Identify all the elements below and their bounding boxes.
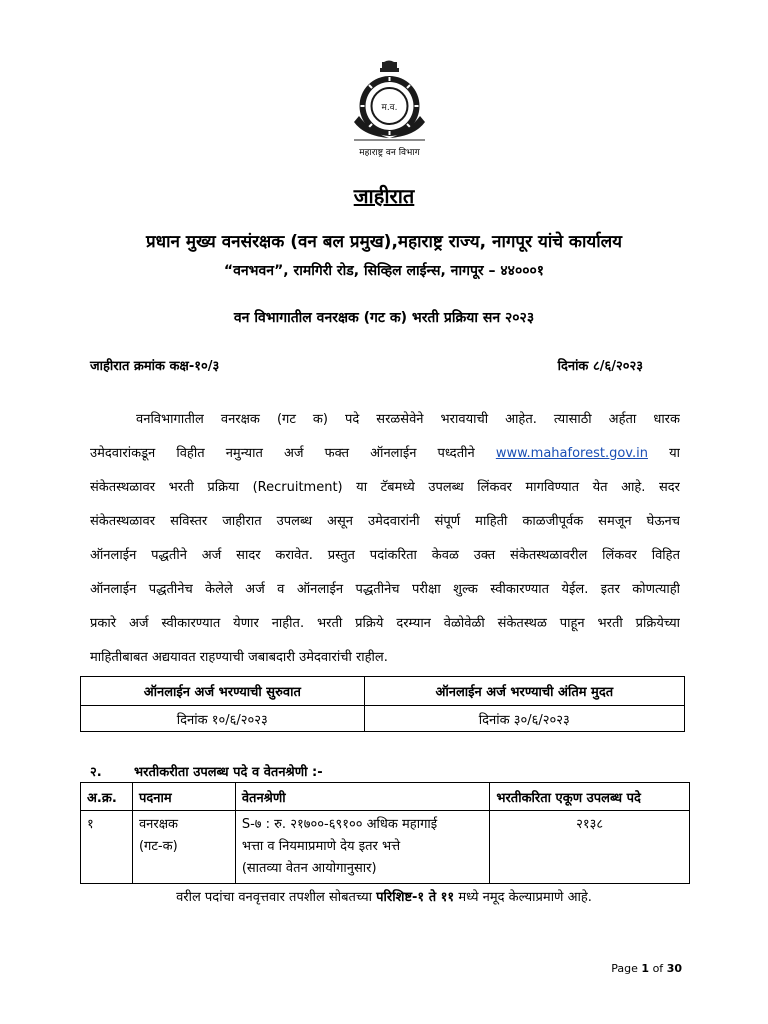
end-date-header: ऑनलाईन अर्ज भरण्याची अंतिम मुदत: [364, 677, 684, 706]
post-name-cell: [132, 811, 235, 884]
appendix-note-text: मध्ये नमूद केल्याप्रमाणे आहे.: [458, 890, 592, 905]
page-number: [611, 962, 682, 975]
recruitment-subject: वन विभागातील वनरक्षक (गट क) भरती प्रक्रिया सन २०२३: [233, 310, 535, 326]
paragraph-line: संकेतस्थळावर सविस्तर जाहीरात उपलब्ध असून उमेदवारांनी संपूर्ण माहिती काळजीपूर्वक समजून घेऊनच: [90, 514, 680, 529]
website-link[interactable]: www.mahaforest.gov.in: [495, 446, 648, 461]
pay-scale-line: (सातव्या वेतन आयोगानुसार): [241, 861, 377, 876]
page-label: Page: [611, 962, 638, 975]
post-name-header: पदनाम: [132, 783, 235, 811]
section-title: भरतीकरीता उपलब्ध पदे व वेतनश्रेणी :-: [134, 765, 323, 780]
table-header-row: [81, 677, 685, 706]
total-posts-header: भरतीकरिता एकूण उपलब्ध पदे: [490, 783, 690, 811]
serial-cell: १: [81, 811, 133, 884]
advertisement-date: दिनांक ८/६/२०२३: [557, 359, 643, 374]
current-page: 1: [641, 962, 650, 975]
table-row: [81, 706, 685, 732]
start-date-header: ऑनलाईन अर्ज भरण्याची सुरुवात: [81, 677, 365, 706]
advertisement-number: जाहीरात क्रमांक कक्ष-१०/३: [90, 359, 220, 374]
pay-scale-cell: [235, 811, 490, 884]
pay-scale-line: S-७ : रु. २१७००-६९१०० अधिक महागाई: [241, 817, 438, 832]
paragraph-line: वनविभागातील वनरक्षक (गट क) पदे सरळसेवेने भरावयाची आहेत. त्यासाठी अर्हता धारक: [136, 412, 680, 427]
total-posts-cell: २१३८: [490, 811, 690, 884]
page-of: of: [652, 962, 664, 975]
table-header-row: [81, 783, 690, 811]
office-address: “वनभवन”, रामगिरी रोड, सिव्हिल लाईन्स, नागपूर – ४४०००१: [223, 263, 545, 279]
appendix-reference: परिशिष्ट-१ ते ११: [376, 890, 455, 905]
total-pages: 30: [666, 962, 682, 975]
posts-table: [80, 782, 690, 884]
end-date-value: दिनांक ३०/६/२०२३: [364, 706, 684, 732]
start-date-value: दिनांक १०/६/२०२३: [81, 706, 365, 732]
post-group: (गट-क): [138, 839, 178, 854]
section-number: २.: [90, 765, 102, 780]
office-name: प्रधान मुख्य वनसंरक्षक (वन बल प्रमुख),महाराष्ट्र राज्य, नागपूर यांचे कार्यालय: [145, 232, 623, 252]
paragraph-line: संकेतस्थळावर भरती प्रक्रिया (Recruitment) या टॅबमध्ये उपलब्ध लिंकवर मागविण्यात येत आहे. सदर: [90, 480, 680, 495]
appendix-note: [0, 887, 768, 905]
body-paragraph: [90, 403, 680, 675]
pay-scale-header: वेतनश्रेणी: [235, 783, 490, 811]
application-dates-table: [80, 676, 685, 732]
svg-text:म.व.: म.व.: [381, 103, 398, 113]
appendix-note-text: वरील पदांचा वनवृत्तवार तपशील सोबतच्या: [176, 890, 373, 905]
pay-scale-line: भत्ता व नियमाप्रमाणे देय इतर भत्ते: [241, 839, 401, 854]
paragraph-line: ऑनलाईन पद्धतीनेच केलेले अर्ज व ऑनलाईन पद्धतीनेच परीक्षा शुल्क स्वीकारण्यात येईल. इतर कोणत्याही: [90, 582, 680, 597]
paragraph-line: [90, 437, 680, 471]
emblem-logo: [332, 60, 447, 160]
serial-header: अ.क्र.: [81, 783, 133, 811]
table-row: [81, 811, 690, 884]
paragraph-line: प्रकारे अर्ज स्वीकारण्यात येणार नाहीत. भरती प्रक्रिये दरम्यान वेळोवेळी संकेतस्थळ पाहून भरती प्रक्रियेच्या: [90, 616, 680, 631]
emblem-caption: महाराष्ट्र वन विभाग: [359, 148, 420, 158]
paragraph-line: माहितीबाबत अद्ययावत राहण्याची जबाबदारी उमेदवारांची राहील.: [90, 650, 388, 665]
advertisement-title: जाहीरात: [353, 184, 415, 208]
paragraph-text: उमेदवारांकडून विहीत नमुन्यात अर्ज फक्त ऑनलाईन पध्दतीने: [90, 446, 475, 461]
paragraph-text: या: [669, 446, 680, 461]
post-name: वनरक्षक: [138, 817, 179, 832]
paragraph-line: ऑनलाईन पद्धतीने अर्ज सादर करावेत. प्रस्तुत पदांकरिता केवळ उक्त संकेतस्थळावरील लिंकवर विहित: [90, 548, 680, 563]
